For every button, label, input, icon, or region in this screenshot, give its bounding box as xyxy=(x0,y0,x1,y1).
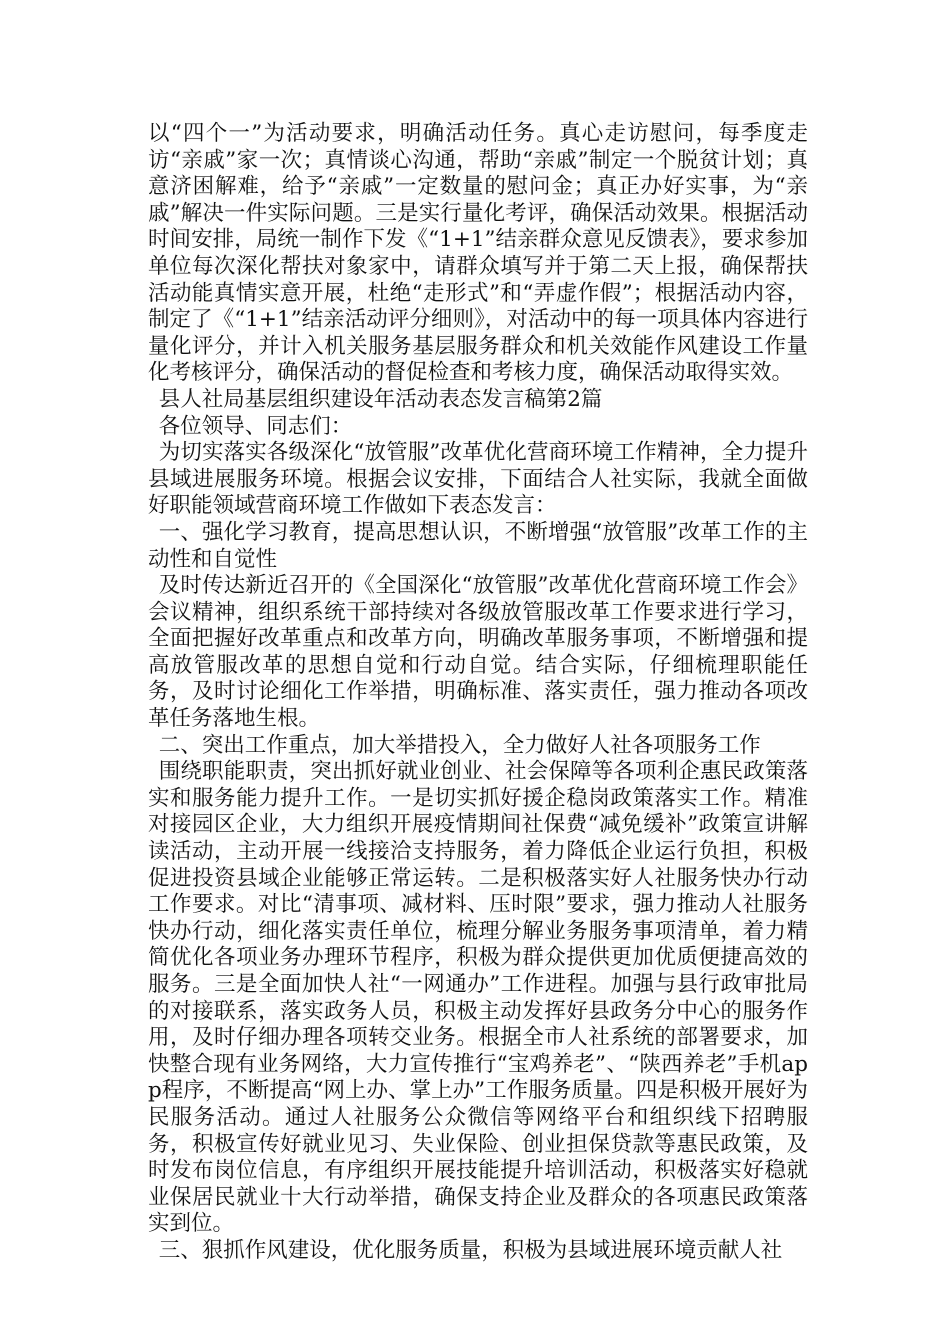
document-title-part-2: 县人社局基层组织建设年活动表态发言稿第2篇 xyxy=(158,386,603,412)
section-heading-1: 一、强化学习教育，提高思想认识，不断增强“放管服”改革工作的主动性和自觉性 xyxy=(148,519,808,572)
section-heading-3: 三、狠抓作风建设，优化服务质量，积极为县域进展环境贡献人社 xyxy=(158,1237,783,1263)
section-heading-2: 二、突出工作重点，加大举措投入，全力做好人社各项服务工作 xyxy=(158,732,761,758)
paragraph-intro: 为切实落实各级深化“放管服”改革优化营商环境工作精神，全力提升县域进展服务环境。根据会议安排，下面结合人社实际，我就全面做好职能领域营商环境工作做如下表态发言： xyxy=(148,440,808,519)
document-body xyxy=(148,121,808,1265)
paragraph-activity-requirements: 以“四个一”为活动要求，明确活动任务。真心走访慰问，每季度走访“亲戚”家一次；真情谈心沟通，帮助“亲戚”制定一个脱贫计划；真意济困解难，给予“亲戚”一定数量的慰问金；真正办好实事，为“亲戚”解决一件实际问题。三是实行量化考评，确保活动效果。根据活动时间安排，局统一制作下发《“1+1”结亲群众意见反馈表》，要求参加单位每次深化帮扶对象家中，请群众填写并于第二天上报，确保帮扶活动能真情实意开展，杜绝“走形式”和“弄虚作假”；根据活动内容，制定了《“1+1”结亲活动评分细则》，对活动中的每一项具体内容进行量化评分，并计入机关服务基层服务群众和机关效能作风建设工作量化考核评分，确保活动的督促检查和考核力度，确保活动取得实效。 xyxy=(148,121,808,386)
salutation: 各位领导、同志们： xyxy=(158,413,353,439)
paragraph-section-2: 围绕职能职责，突出抓好就业创业、社会保障等各项利企惠民政策落实和服务能力提升工作。一是切实抓好援企稳岗政策落实工作。精准对接园区企业，大力组织开展疫情期间社保费“减免缓补”政策宣讲解读活动，主动开展一线接洽支持服务，着力降低企业运行负担，积极促进投资县域企业能够正常运转。二是积极落实好人社服务快办行动工作要求。对比“清事项、减材料、压时限”要求，强力推动人社服务快办行动，细化落实责任单位，梳理分解业务服务事项清单，着力精简优化各项业务办理环节程序，积极为群众提供更加优质便捷高效的服务。三是全面加快人社“一网通办”工作进程。加强与县行政审批局的对接联系，落实政务人员，积极主动发挥好县政务分中心的服务作用，及时仔细办理各项转交业务。根据全市人社系统的部署要求，加快整合现有业务网络，大力宣传推行“宝鸡养老”、“陕西养老”手机app程序，不断提高“网上办、掌上办”工作服务质量。四是积极开展好为民服务活动。通过人社服务公众微信等网络平台和组织线下招聘服务，积极宣传好就业见习、失业保险、创业担保贷款等惠民政策，及时发布岗位信息，有序组织开展技能提升培训活动，积极落实好稳就业保居民就业十大行动举措，确保支持企业及群众的各项惠民政策落实到位。 xyxy=(148,759,808,1237)
paragraph-section-1: 及时传达新近召开的《全国深化“放管服”改革优化营商环境工作会》会议精神，组织系统干部持续对各级放管服改革工作要求进行学习，全面把握好改革重点和改革方向，明确改革服务事项，不断增强和提高放管服改革的思想自觉和行动自觉。结合实际，仔细梳理职能任务，及时讨论细化工作举措，明确标准、落实责任，强力推动各项改革任务落地生根。 xyxy=(148,573,808,732)
